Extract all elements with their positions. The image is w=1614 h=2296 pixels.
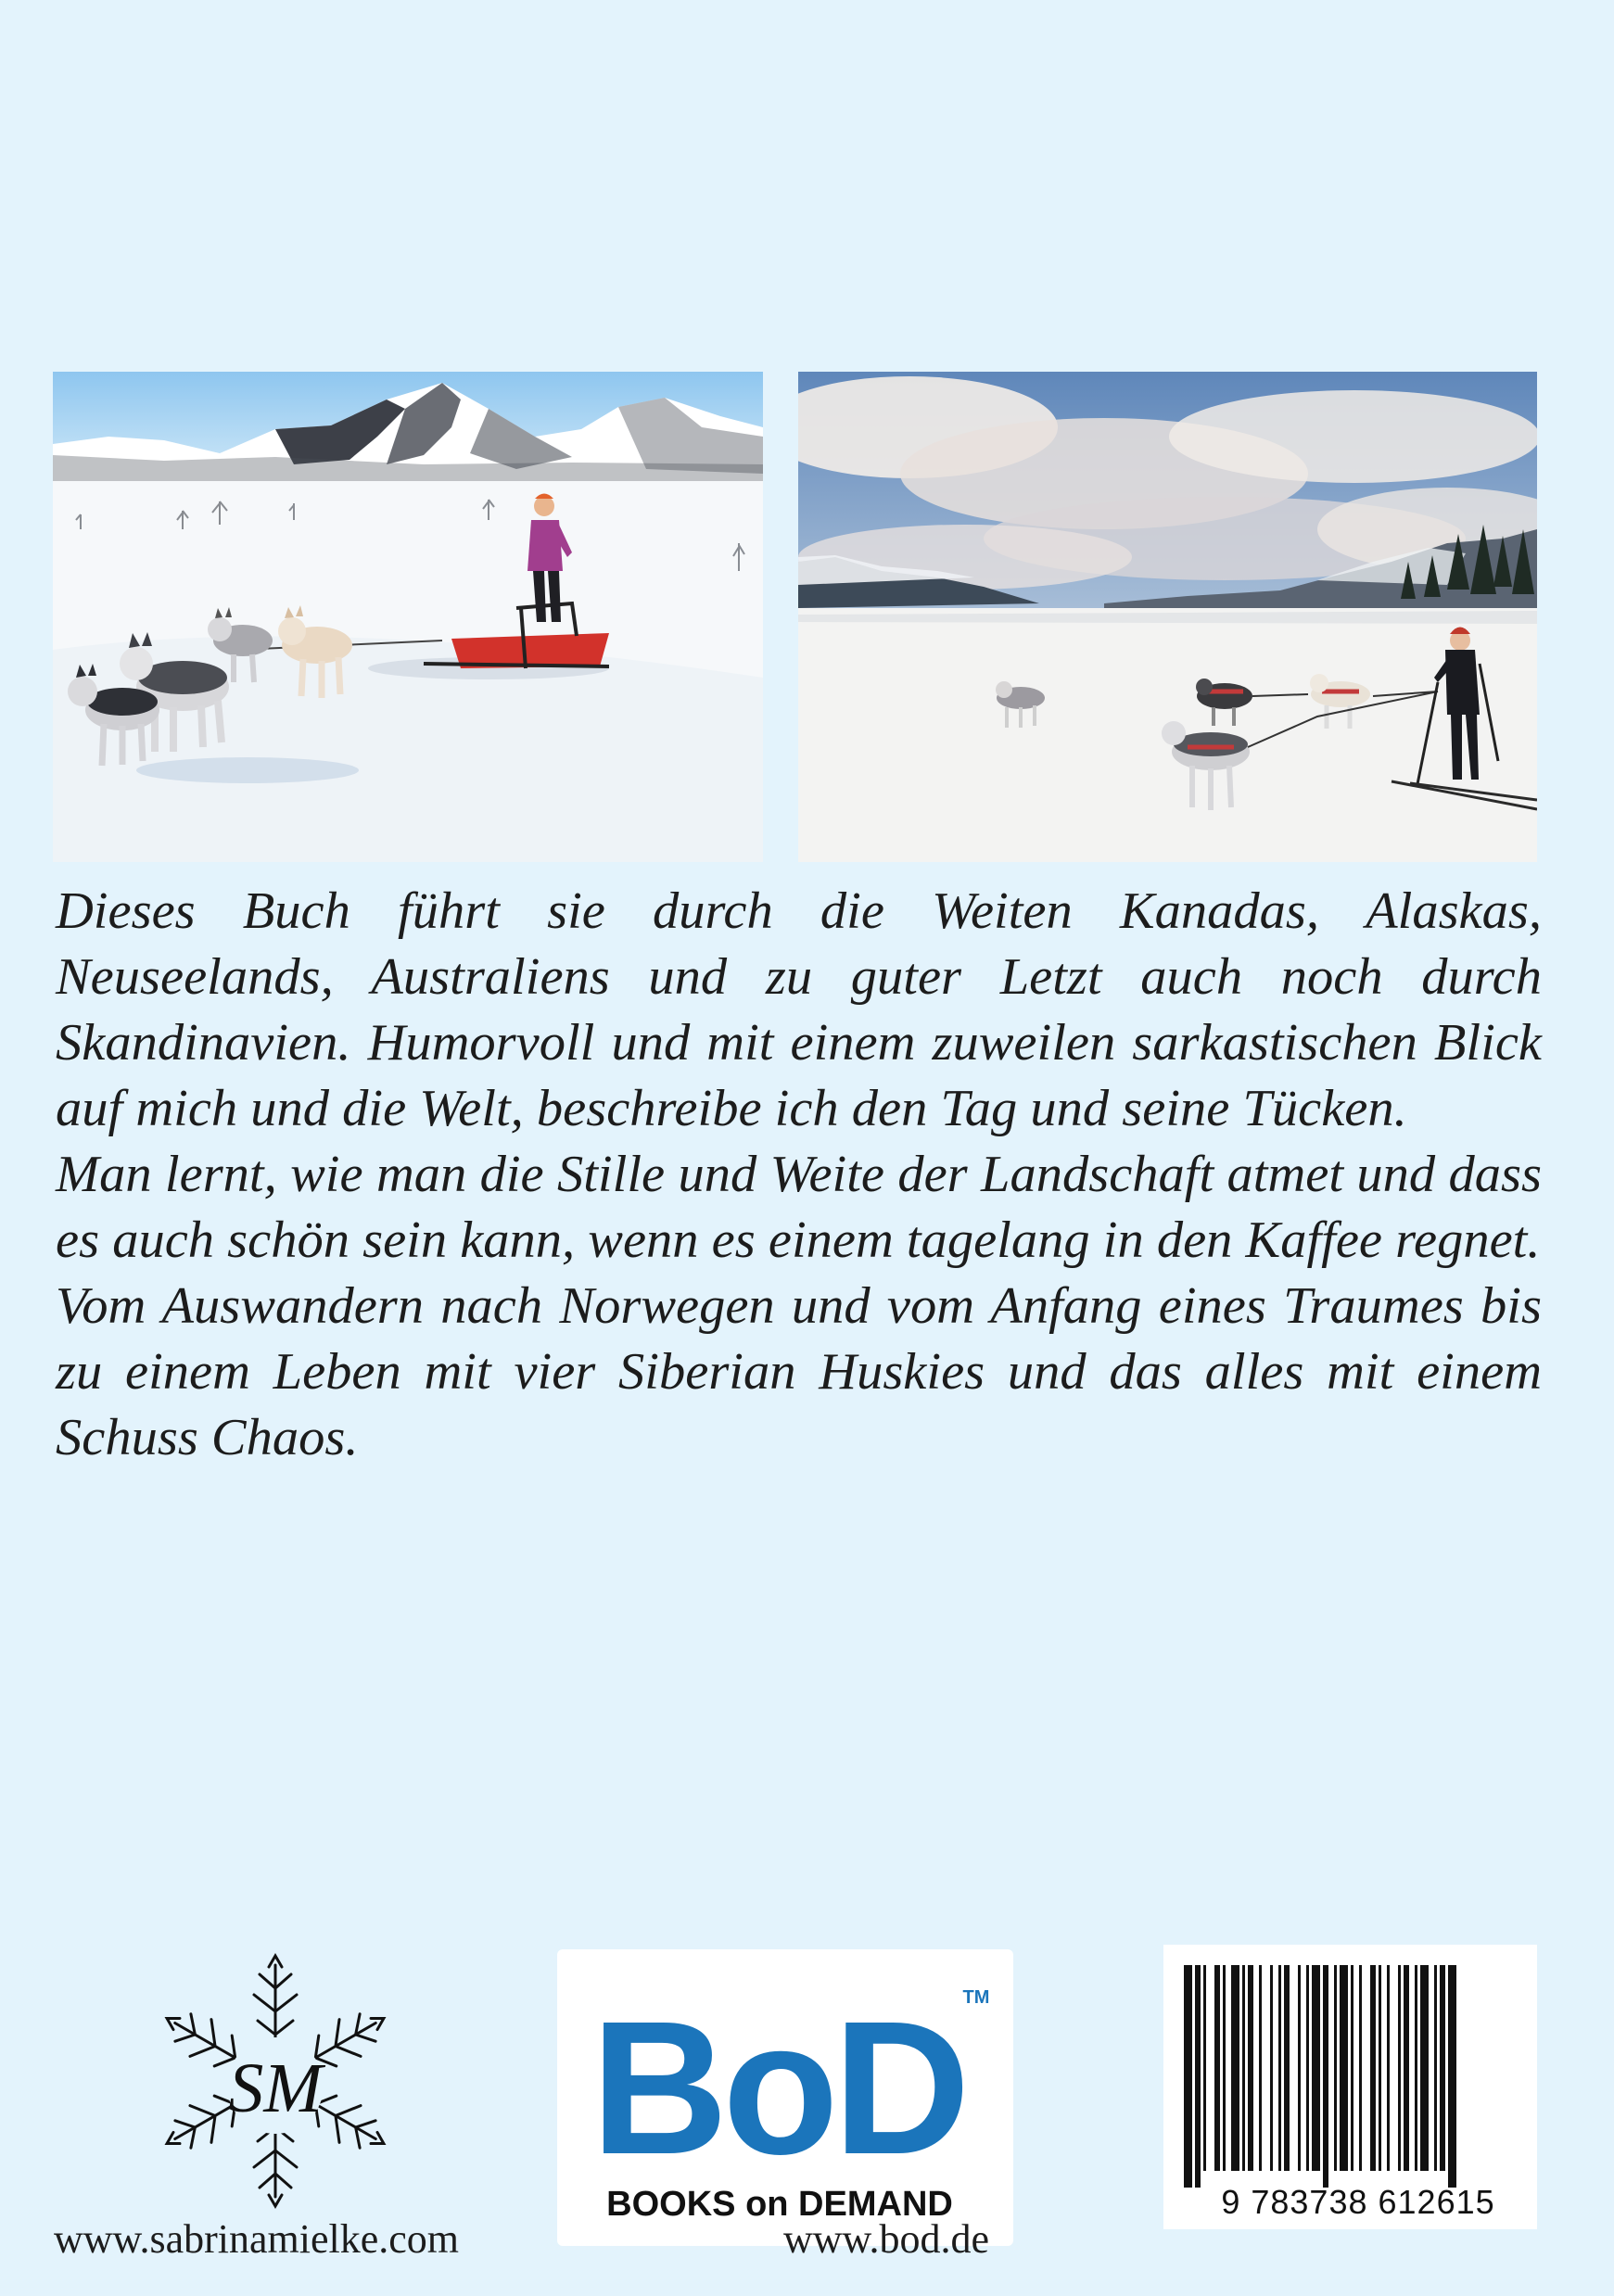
author-monogram: SM [228,2049,323,2127]
barcode-bar [1334,1965,1337,2171]
isbn-barcode [1163,1945,1537,2229]
barcode-bar [1398,1965,1401,2171]
barcode-bar [1306,1965,1309,2171]
barcode-bar [1259,1965,1262,2171]
publisher-website[interactable]: www.bod.de [783,2216,989,2262]
blurb-paragraph-1: Dieses Buch führt sie durch die Weiten Kanadas, Alaskas, Neuseelands, Australiens und zu guter Letzt auch noch durch Skandinavien. Humorvoll und mit einem zuweilen sarkastischen Blick auf mich und die Welt, beschreibe ich den Tag und seine Tücken. [56,882,1542,1137]
barcode-bar [1351,1965,1353,2171]
barcode-bar [1379,1965,1381,2171]
barcode-bar [1203,1965,1206,2171]
barcode-bar [1270,1965,1273,2171]
photo-dog-sled [53,372,763,862]
barcode-bar [1420,1965,1429,2171]
bod-wordmark: BoD [591,1982,965,2194]
barcode-bar [1440,1965,1445,2171]
bod-trademark: TM [962,1987,990,2008]
barcode-bar [1231,1965,1239,2171]
barcode-bar [1223,1965,1226,2171]
barcode-bar [1278,1965,1281,2171]
blurb-paragraph-2: Man lernt, wie man die Stille und Weite der Landschaft atmet und dass es auch schön sein kann, wenn es einem tagelang in den Kaffee regnet. [56,1146,1542,1269]
barcode-bar [1340,1965,1348,2171]
author-website[interactable]: www.sabrinamielke.com [54,2216,460,2262]
barcode-bar [1323,1965,1328,2188]
barcode-bar [1312,1965,1320,2171]
barcode-bar [1448,1965,1456,2188]
barcode-bar [1387,1965,1390,2171]
barcode-bar [1370,1965,1376,2171]
isbn-digits: 9 783738 612615 [1221,2183,1495,2221]
barcode-bar [1195,1965,1201,2188]
barcode-bar [1298,1965,1301,2171]
bod-logo [557,1949,1013,2246]
barcode-bar [1359,1965,1362,2171]
barcode-bar [1284,1965,1290,2171]
bod-tagline: BOOKS on DEMAND [606,2185,953,2224]
photo-skijoring [798,372,1537,862]
blurb-paragraph-3: Vom Auswandern nach Norwegen und vom Anfang eines Traumes bis zu einem Leben mit vier Siberian Huskies und das alles mit einem Schuss Chaos. [56,1277,1542,1466]
barcode-bar [1184,1965,1192,2188]
barcode-bar [1415,1965,1417,2171]
barcode-bar [1434,1965,1437,2171]
barcode-bar [1248,1965,1253,2171]
author-logo [139,1947,413,2215]
barcode-bar [1242,1965,1245,2171]
barcode-bar [1404,1965,1409,2171]
barcode-bar [1214,1965,1220,2171]
blurb [56,879,1542,1471]
